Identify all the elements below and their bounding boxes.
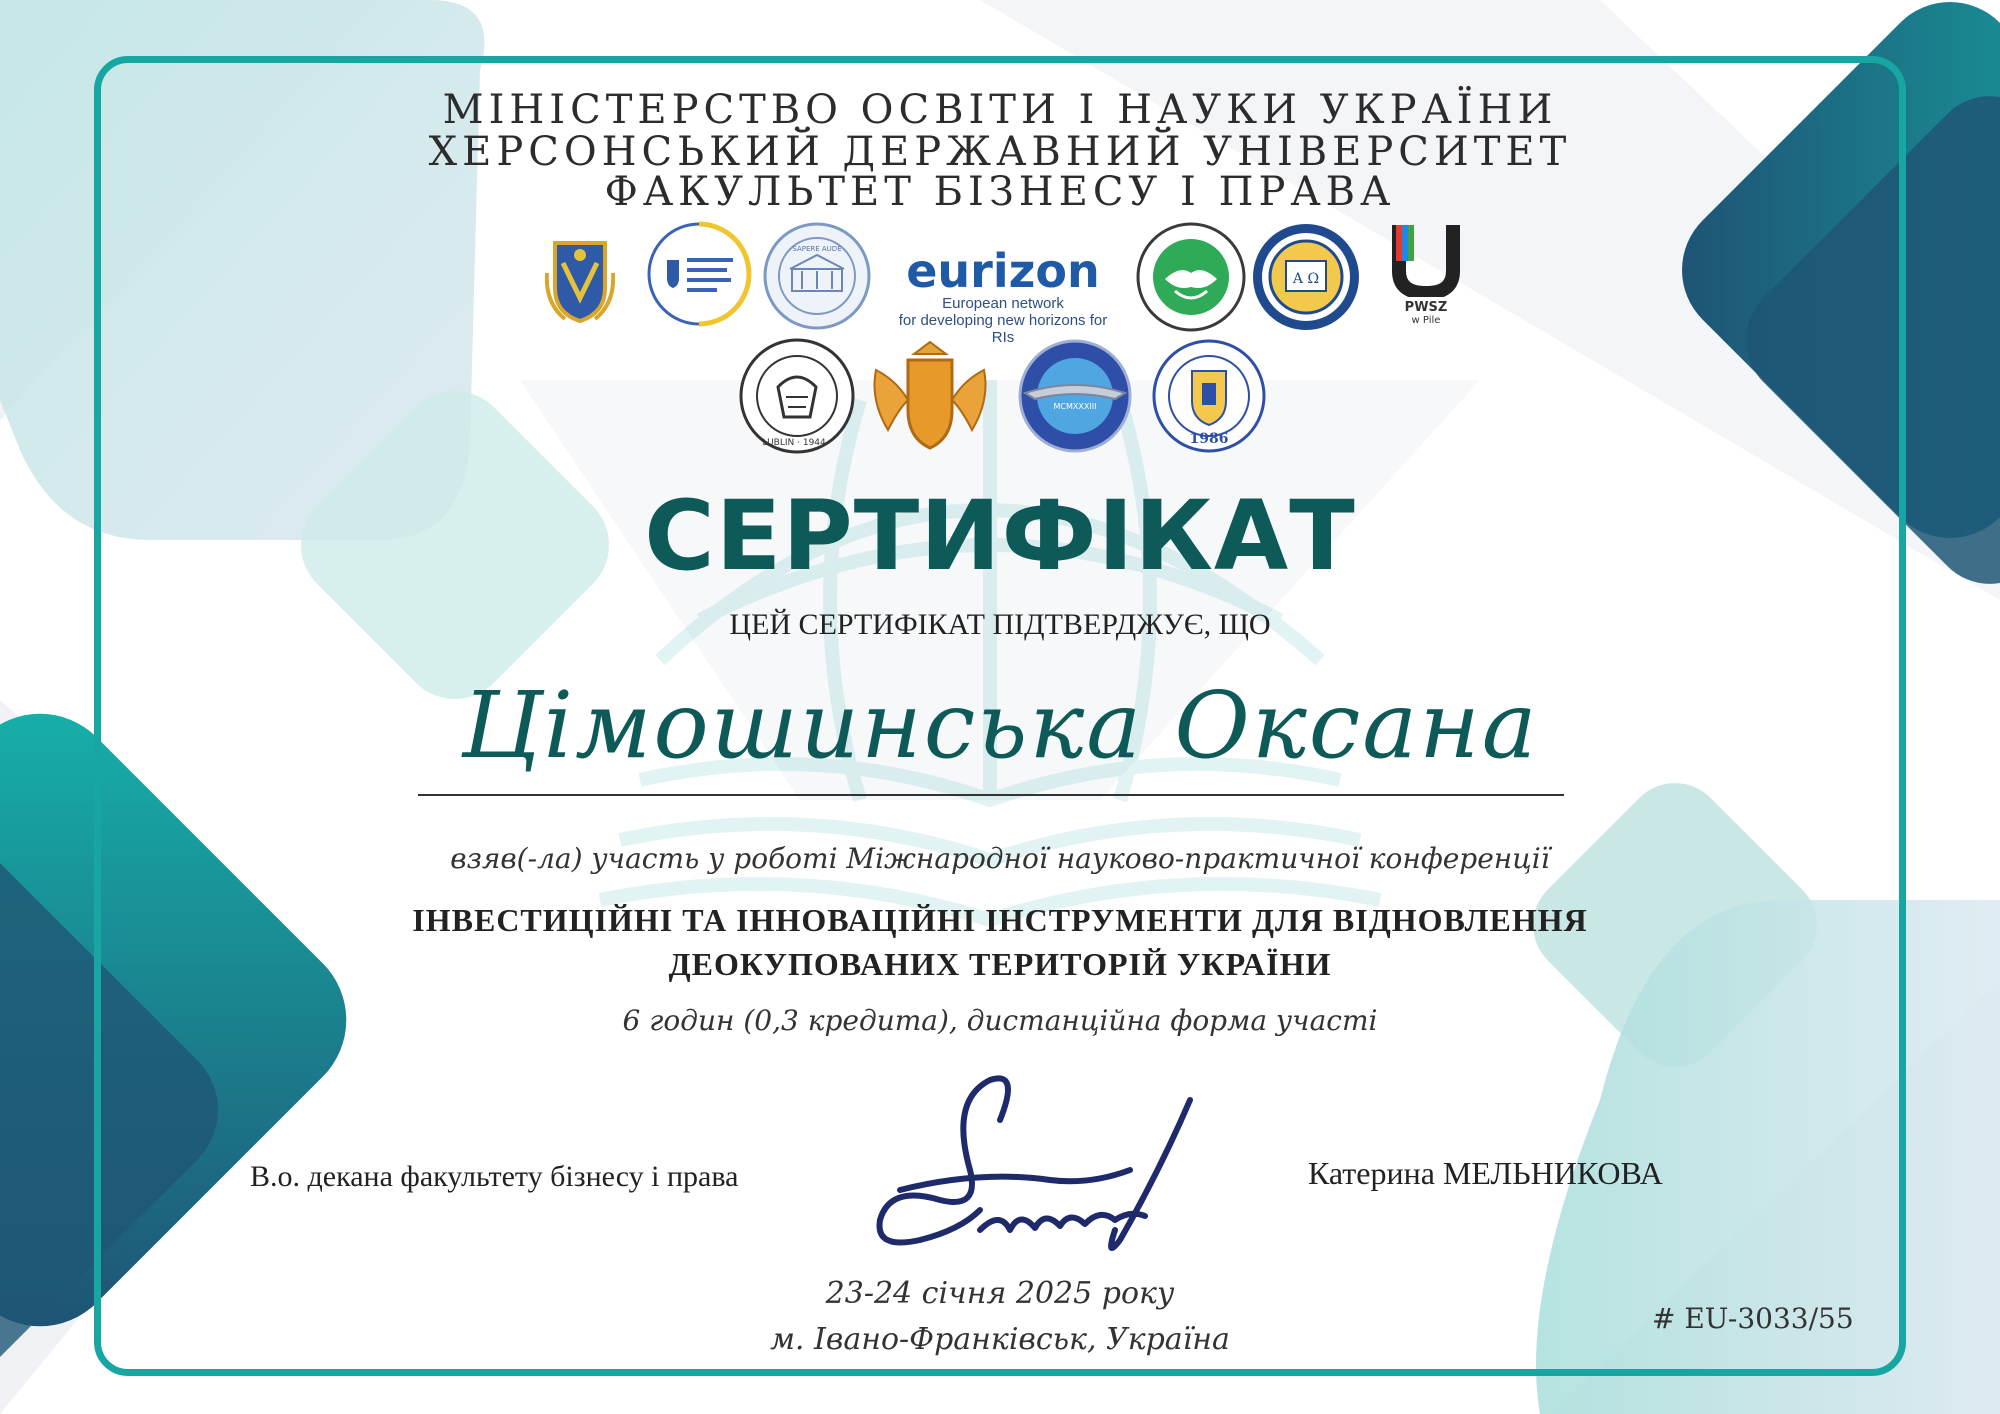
kherson-university-logo	[762, 221, 872, 331]
recipient-name: Цімошинська Оксана	[461, 672, 1539, 779]
hours-text: 6 годин (0,3 кредита), дистанційна форма участі	[622, 1004, 1378, 1037]
coat-of-arms-logo	[545, 233, 615, 323]
pwsz-logo	[1390, 221, 1462, 327]
faculty-logo	[1135, 221, 1247, 333]
svg-text:SAPERE AUDE: SAPERE AUDE	[792, 245, 842, 253]
svg-text:LUBLIN · 1944 ·: LUBLIN · 1944 ·	[762, 438, 832, 448]
partner-university-logo	[1250, 221, 1362, 333]
signatory-position: В.о. декана факультету бізнесу і права	[250, 1160, 739, 1193]
name-underline	[418, 794, 1564, 796]
svg-text:Α Ω: Α Ω	[1292, 271, 1320, 287]
pwsz-subtext: w Pile	[1411, 315, 1441, 326]
skovoroda-university-logo	[1150, 337, 1268, 455]
certificate-number: # EU-3033/55	[1652, 1302, 1854, 1335]
university-title: ХЕРСОНСЬКИЙ ДЕРЖАВНИЙ УНІВЕРСИТЕТ	[428, 129, 1572, 175]
conference-title-line-1: ІНВЕСТИЦІЙНІ ТА ІННОВАЦІЙНІ ІНСТРУМЕНТИ ДЛЯ ВІДНОВЛЕННЯ	[412, 902, 1588, 938]
eurizon-tagline-2: for developing new horizons for RIs	[898, 312, 1108, 346]
eurizon-wordmark: eurizon	[906, 244, 1100, 298]
eurizon-tagline-1: European network	[942, 295, 1064, 312]
signatory-name: Катерина МЕЛЬНИКОВА	[1308, 1155, 1663, 1191]
regional-administration-logo	[645, 220, 753, 328]
certificate-title: СЕРТИФІКАТ	[644, 480, 1356, 592]
pwsz-text: PWSZ	[1404, 300, 1448, 315]
participation-text: взяв(-ла) участь у роботі Міжнародної науково-практичної конференції	[450, 842, 1550, 875]
ministry-title: МІНІСТЕРСТВО ОСВІТИ І НАУКИ УКРАЇНИ	[442, 87, 1558, 133]
faculty-title: ФАКУЛЬТЕТ БІЗНЕСУ І ПРАВА	[604, 169, 1396, 215]
confirm-text: ЦЕЙ СЕРТИФІКАТ ПІДТВЕРДЖУЄ, ЩО	[729, 608, 1271, 641]
conference-title-line-2: ДЕОКУПОВАНИХ ТЕРИТОРІЙ УКРАЇНИ	[668, 946, 1332, 982]
aviation-university-logo	[1015, 337, 1135, 455]
svg-text:MCMXXXIII: MCMXXXIII	[1053, 402, 1097, 411]
event-date: 23-24 січня 2025 року	[825, 1276, 1175, 1311]
lions-crest-logo	[868, 340, 992, 452]
svg-text:1986: 1986	[1189, 431, 1229, 447]
eurizon-logo	[888, 244, 1118, 346]
partner-logos	[0, 215, 2000, 455]
lublin-university-logo	[738, 337, 856, 455]
signature-image	[860, 1060, 1240, 1260]
event-city: м. Івано-Франківськ, Україна	[770, 1322, 1230, 1357]
pwsz-mark-icon	[1391, 221, 1461, 297]
